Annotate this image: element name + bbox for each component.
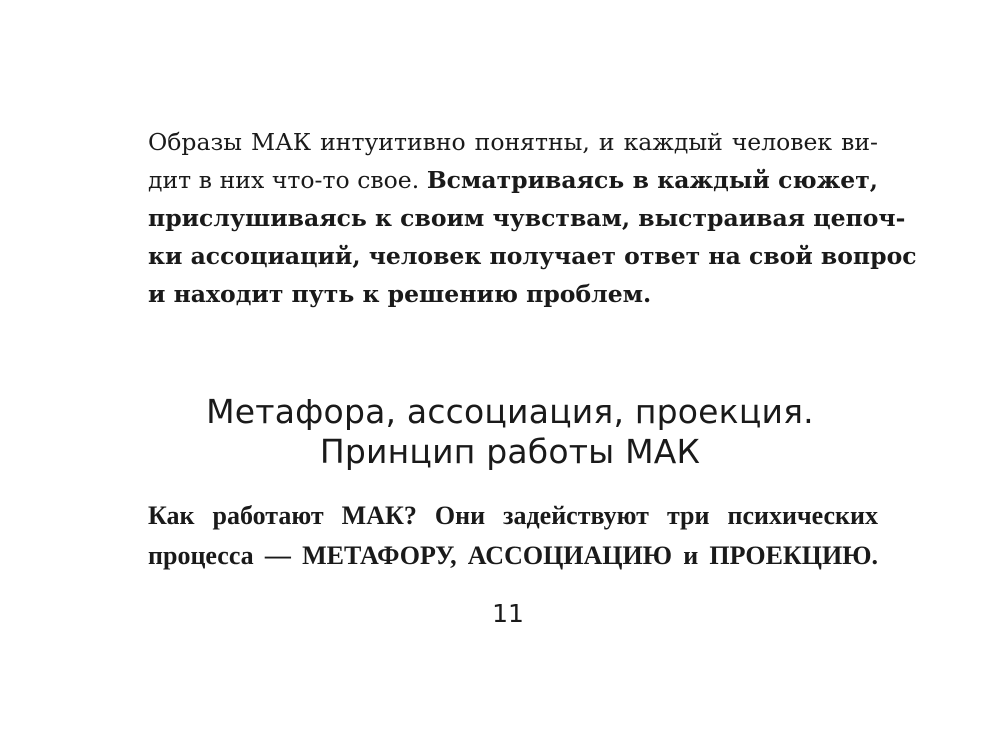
heading-line: Метафора, ассоциация, проекция.	[206, 392, 814, 431]
bold-text: и находит путь к решению проблем.	[148, 280, 652, 308]
bold-text: Всматриваясь в каждый сюжет,	[426, 166, 878, 194]
heading-line: Принцип работы МАК	[319, 432, 701, 471]
paragraph-line: Образы МАК интуитивно понятны, и каждый человек ви-	[148, 128, 878, 156]
bold-text: прислушиваясь к своим чувствам, выстраивая цепоч-	[148, 204, 906, 232]
regular-text: дит в них что-то свое.	[148, 166, 427, 194]
paragraph-line	[148, 199, 906, 237]
paragraph-line	[148, 237, 917, 275]
paragraph-line: Как работают МАК? Они задействуют три психических	[148, 501, 878, 530]
bold-text: ки ассоциаций, человек получает ответ на свой вопрос	[148, 242, 917, 270]
paragraph-line: процесса — МЕТАФОРУ, АССОЦИАЦИЮ и ПРОЕКЦИЮ.	[148, 541, 878, 570]
page-number: 11	[492, 599, 524, 628]
paragraph-line	[148, 275, 878, 313]
paragraph-line	[148, 161, 878, 199]
intro-paragraph	[148, 123, 917, 313]
lead-paragraph	[148, 496, 878, 576]
section-heading	[100, 392, 920, 472]
